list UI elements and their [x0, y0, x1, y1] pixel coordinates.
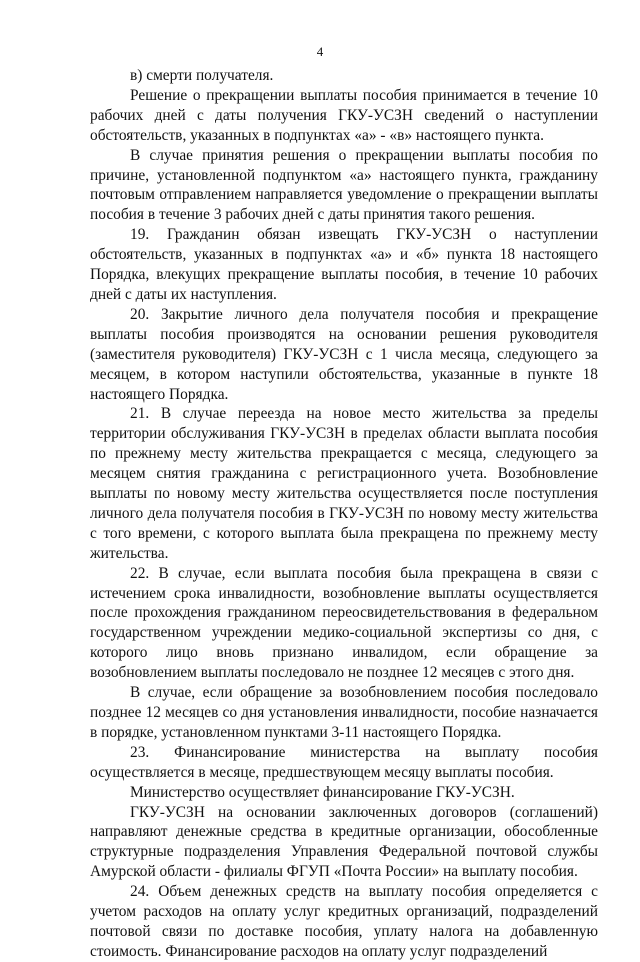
paragraph-20: 20. Закрытие личного дела получателя пособия и прекращение выплаты пособия производятся на основании решения руководителя (заместителя руководителя) ГКУ-УСЗН с 1 числа месяца, следующего за месяцем, в котором наступили обстоятельства, указанные в пункте 18 настоящего Порядка. [90, 305, 598, 403]
paragraph-22: 22. В случае, если выплата пособия была прекращена в связи с истечением срока инвалидности, возобновление выплаты осуществляется после прохождения гражданином переосвидетельствования в федеральном государственном учреждении медико-социальной экспертизы со дня, с которого лицо вновь признано инвалидом, если обращение за возобновлением выплаты последовало не позднее 12 месяцев с этого дня. [90, 564, 598, 682]
paragraph-decision-termination: Решение о прекращении выплаты пособия принимается в течение 10 рабочих дней с даты получения ГКУ-УСЗН сведений о наступлении обстоятельств, указанных в подпунктах «а» - «в» настоящего пункта. [90, 86, 598, 144]
paragraph-gku-uszn-funds: ГКУ-УСЗН на основании заключенных договоров (соглашений) направляют денежные средства в кредитные организации, обособленные структурные подразделения Управления Федеральной почтовой службы Амурской области - филиалы ФГУП «Почта России» на выплату пособия. [90, 803, 598, 881]
paragraph-19: 19. Гражданин обязан извещать ГКУ-УСЗН о наступлении обстоятельств, указанных в подпунктах «а» и «б» пункта 18 настоящего Порядка, влекущих прекращение выплаты пособия, в течение 10 рабочих дней с даты их наступления. [90, 226, 598, 303]
paragraph-notification: В случае принятия решения о прекращении выплаты пособия по причине, установленной подпунктом «а» настоящего пункта, гражданину почтовым отправлением направляется уведомление о прекращении выплаты пособия в течение 3 рабочих дней с даты принятия такого решения. [90, 146, 598, 224]
paragraph-23: 23. Финансирование министерства на выплату пособия осуществляется в месяце, предшествующем месяцу выплаты пособия. [90, 743, 598, 781]
paragraph-18v: в) смерти получателя. [130, 67, 274, 84]
paragraph-22-late-application: В случае, если обращение за возобновлением пособия последовало позднее 12 месяцев со дня установления инвалидности, пособие назначается в порядке, установленном пунктами 3-11 настоящего Порядка. [90, 684, 598, 741]
page-number: 4 [316, 44, 324, 59]
document-body [90, 66, 598, 962]
paragraph-21: 21. В случае переезда на новое место жительства за пределы территории обслуживания ГКУ-УСЗН в пределах области выплата пособия по прежнему месту жительства прекращается с месяца, следующего за месяцем снятия гражданина с регистрационного учета. Возобновление выплаты по новому месту жительства осуществляется после поступления личного дела получателя пособия в ГКУ-УСЗН по новому месту жительства с того времени, с которого выплата была прекращена по прежнему месту жительства. [90, 405, 598, 562]
paragraph-ministry-financing: Министерство осуществляет финансирование ГКУ-УСЗН. [130, 783, 515, 801]
paragraph-24: 24. Объем денежных средств на выплату пособия определяется с учетом расходов на оплату услуг кредитных организаций, подразделений почтовой связи по доставке пособия, уплату налога на добавленную стоимость. Финансирование расходов на оплату услуг подразделений [90, 883, 598, 960]
